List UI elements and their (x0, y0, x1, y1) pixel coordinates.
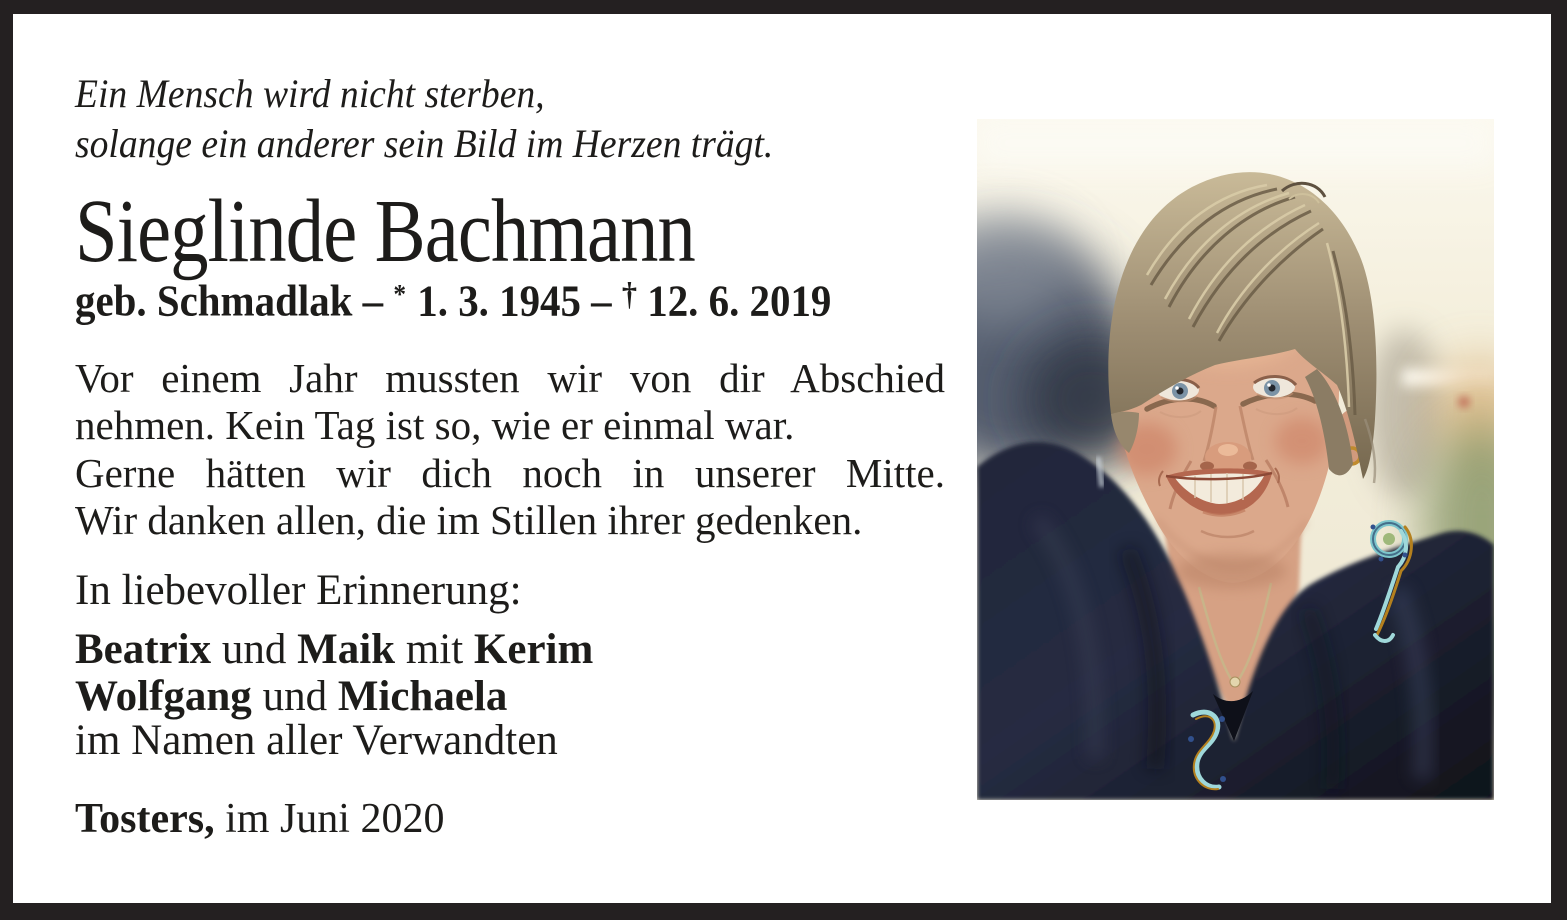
birth-star-symbol: * (393, 279, 408, 309)
paragraph-line: nehmen. Kein Tag ist so, wie er einmal war. (75, 402, 795, 448)
family-name: Beatrix (75, 626, 212, 673)
memorial-quote (75, 69, 893, 169)
quote-line-2: solange ein anderer sein Bild im Herzen trägt. (75, 121, 774, 166)
deceased-name: Sieglinde Bachmann (75, 182, 695, 281)
death-date: 12. 6. 2019 (637, 276, 832, 326)
family-name: Wolfgang (75, 673, 252, 720)
family-closing: im Namen aller Verwandten (75, 717, 558, 764)
maiden-name: geb. Schmadlak – (75, 276, 394, 326)
paragraph-line: Vor einem Jahr mussten wir von dir Abschied (75, 355, 945, 401)
family-line-2 (75, 674, 945, 720)
paragraph-thanks (75, 450, 945, 544)
paragraph-line: Gerne hätten wir dich noch in unserer Mitte. (75, 450, 945, 496)
paragraph-farewell (75, 355, 945, 449)
portrait-photo (977, 119, 1494, 800)
remembrance-heading: In liebevoller Erinnerung: (75, 567, 522, 614)
family-separator: und (211, 626, 298, 673)
paragraph-line: Wir danken allen, die im Stillen ihrer gedenken. (75, 497, 863, 543)
place-date-line (75, 796, 945, 842)
birth-death-line (75, 270, 884, 325)
place-name: Tosters, (75, 796, 215, 842)
quote-line-1: Ein Mensch wird nicht sterben, (75, 71, 545, 116)
family-name: Michaela (337, 673, 508, 720)
family-line-1 (75, 627, 945, 673)
death-dagger-symbol: † (621, 276, 638, 313)
family-separator: mit (395, 626, 474, 673)
notice-date: im Juni 2020 (214, 796, 445, 842)
family-separator: und (251, 673, 338, 720)
family-name: Kerim (473, 626, 594, 673)
family-name: Maik (297, 626, 396, 673)
memorial-card (13, 14, 1551, 903)
birth-date: 1. 3. 1945 – (407, 276, 622, 326)
